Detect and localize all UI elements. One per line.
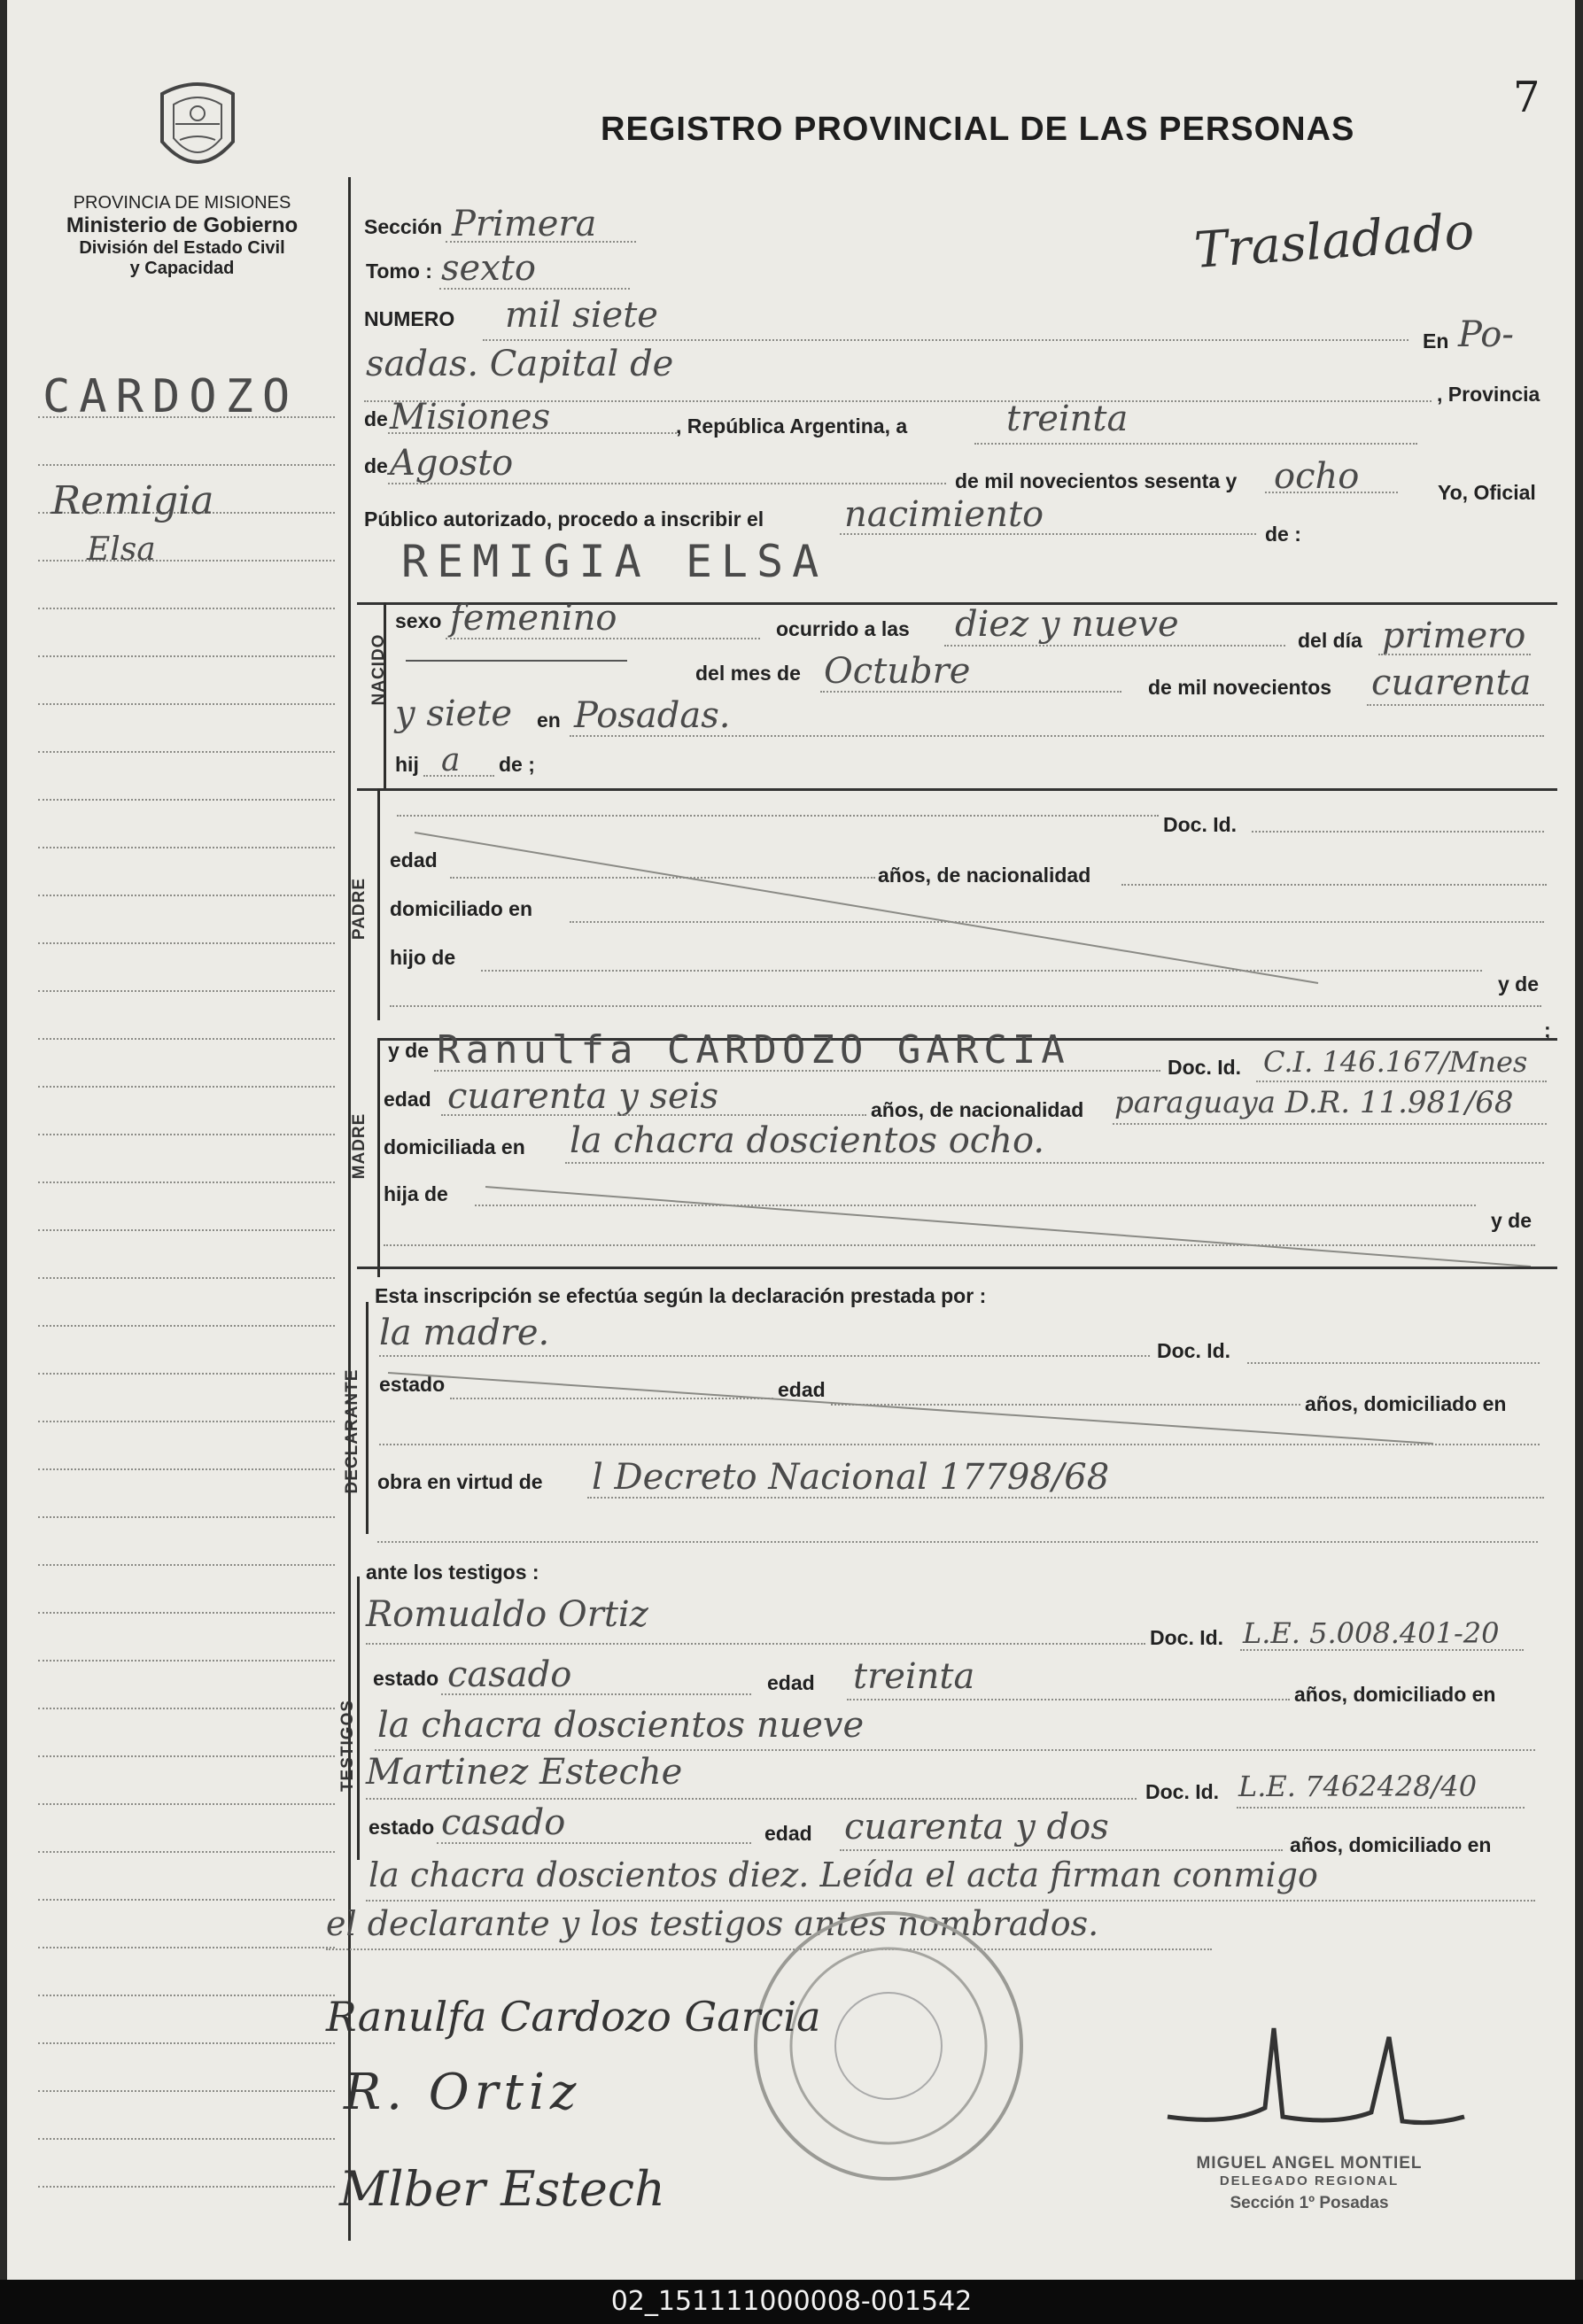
- archive-id-bar: 02_151111000008-001542: [0, 2280, 1583, 2324]
- oficial-label: Yo, Oficial: [1438, 481, 1536, 504]
- margin-rule-line: [38, 1421, 335, 1422]
- document-page: [7, 0, 1575, 2280]
- coat-of-arms-emblem: [140, 78, 255, 184]
- margin-rule-line: [38, 799, 335, 801]
- margin-rule-line: [38, 2042, 335, 2044]
- mes-value: Octubre: [824, 651, 971, 692]
- official-section: Sección 1º Posadas: [1230, 2194, 1389, 2212]
- de-label-2: de: [364, 454, 388, 477]
- margin-rule-line: [38, 847, 335, 848]
- page-number: 7: [1513, 73, 1540, 122]
- margin-rule-line: [38, 464, 335, 466]
- padre-y-de-label: y de: [1498, 972, 1540, 995]
- declarante-intro: Esta inscripción se efectúa según la declaración prestada por :: [375, 1284, 987, 1307]
- padre-strike-line: [397, 815, 1336, 992]
- sexo-label: sexo: [395, 609, 442, 632]
- official-stamp: [747, 1904, 1030, 2188]
- hij-value: a: [441, 742, 461, 779]
- closing-text: el declarante y los testigos antes nombrados.: [326, 1904, 1099, 1943]
- publico-label: Público autorizado, procedo a inscribir el: [364, 507, 764, 531]
- padre-domicilio-label: domiciliado en: [390, 897, 533, 920]
- declarante-edad-label: edad: [778, 1378, 826, 1401]
- child-name: REMIGIA ELSA: [401, 536, 828, 587]
- madre-edad-value: cuarenta y seis: [447, 1076, 719, 1117]
- margin-rule-line: [38, 1612, 335, 1614]
- madre-y-de-label: y de: [388, 1039, 430, 1062]
- official-name: MIGUEL ANGEL MONTIEL: [1196, 2154, 1423, 2173]
- signature-witness-2: Mlber Estech: [339, 2161, 665, 2217]
- declarante-doc-label: Doc. Id.: [1157, 1339, 1231, 1362]
- org-province: PROVINCIA DE MISIONES: [73, 193, 291, 213]
- margin-rule-line: [38, 942, 335, 944]
- margin-rule-line: [38, 1181, 335, 1183]
- testigo2-estado-label: estado: [369, 1816, 435, 1839]
- margin-rule-line: [38, 1708, 335, 1709]
- hij-de-label: de ;: [499, 753, 535, 776]
- margin-surname: CARDOZO: [43, 370, 299, 423]
- testigo1-doc-value: L.E. 5.008.401-20: [1243, 1616, 1500, 1650]
- provincia-label: , Provincia: [1437, 383, 1540, 406]
- margin-rule-line: [38, 1851, 335, 1853]
- madre-strike-line: [477, 1178, 1540, 1275]
- testigo2-doc-value: L.E. 7462428/40: [1238, 1770, 1478, 1803]
- testigo2-edad-value: cuarenta y dos: [844, 1807, 1109, 1848]
- declarante-domicilio-label: años, domiciliado en: [1305, 1392, 1507, 1415]
- year-label: de mil novecientos sesenta y: [955, 469, 1238, 492]
- margin-rule-line: [38, 1947, 335, 1948]
- testigo2-name: Martinez Esteche: [366, 1752, 683, 1793]
- madre-domicilio-value: la chacra doscientos ocho.: [570, 1120, 1045, 1161]
- padre-edad-label: edad: [390, 848, 438, 872]
- madre-y-de-end: y de: [1491, 1209, 1533, 1232]
- hour-value: diez y nueve: [955, 604, 1179, 645]
- anio-label: de mil novecientos: [1148, 676, 1332, 699]
- margin-rule-line: [38, 1229, 335, 1231]
- margin-rule-line: [38, 1325, 335, 1327]
- margin-rule-line: [38, 2186, 335, 2188]
- hij-label: hij: [395, 753, 419, 776]
- testigo1-edad-value: treinta: [853, 1656, 975, 1697]
- margin-rule-line: [38, 1086, 335, 1088]
- margin-rule-line: [38, 2090, 335, 2092]
- seccion-label: Sección: [364, 215, 443, 238]
- padre-nacionalidad-label: años, de nacionalidad: [878, 864, 1091, 887]
- signature-official: [1159, 2019, 1478, 2143]
- madre-doc-label: Doc. Id.: [1168, 1056, 1242, 1079]
- de-colon-label: de :: [1265, 523, 1301, 546]
- seccion-value: Primera: [452, 204, 597, 244]
- tomo-value: sexto: [441, 248, 536, 289]
- testigo1-estado-value: casado: [447, 1654, 572, 1695]
- official-title: DELEGADO REGIONAL: [1219, 2173, 1400, 2188]
- month-value: Agosto: [390, 443, 514, 484]
- section-label-nacido: NACIDO: [369, 633, 388, 706]
- margin-rule-line: [38, 1803, 335, 1805]
- testigo1-name: Romualdo Ortiz: [366, 1594, 648, 1635]
- margin-given-name-1: Remigia: [51, 478, 214, 523]
- testigo2-doc-label: Doc. Id.: [1145, 1780, 1220, 1803]
- numero-label: NUMERO: [364, 307, 455, 330]
- margin-rule-line: [38, 751, 335, 753]
- numero-value: mil siete: [505, 295, 658, 336]
- madre-domicilio-label: domiciliada en: [384, 1135, 525, 1158]
- declarante-value: la madre.: [379, 1313, 550, 1353]
- del-dia-label: del día: [1298, 629, 1362, 652]
- testigo1-domicilio-value: la chacra doscientos nueve: [377, 1705, 865, 1746]
- testigo1-doc-label: Doc. Id.: [1150, 1626, 1224, 1649]
- declarante-estado-label: estado: [379, 1373, 446, 1396]
- margin-rule-line: [38, 2138, 335, 2140]
- margin-rule-line: [38, 895, 335, 896]
- madre-doc-value: C.I. 146.167/Mnes: [1263, 1045, 1528, 1079]
- signature-mother: Ranulfa Cardozo Garcia: [326, 1993, 821, 2041]
- mes-label: del mes de: [695, 662, 801, 685]
- margin-rule-line: [38, 703, 335, 705]
- declarante-strike-line: [379, 1364, 1442, 1452]
- dia-value: primero: [1382, 616, 1526, 656]
- de-label-1: de: [364, 407, 388, 430]
- margin-note-trasladado: Trasladado: [1192, 203, 1477, 280]
- madre-hija-label: hija de: [384, 1182, 448, 1205]
- section-label-declarante: DECLARANTE: [343, 1368, 361, 1494]
- margin-rule-line: [38, 1038, 335, 1040]
- year-value: ocho: [1274, 456, 1360, 497]
- margin-rule-line: [38, 655, 335, 657]
- anio-value: cuarenta: [1371, 662, 1532, 703]
- en-value: Po-: [1458, 314, 1514, 355]
- madre-nacionalidad-label: años, de nacionalidad: [871, 1098, 1084, 1121]
- provincia-value: Misiones: [390, 397, 551, 438]
- org-ministry: Ministerio de Gobierno: [66, 213, 299, 237]
- madre-edad-label: edad: [384, 1088, 431, 1111]
- anio-value-2: y siete: [395, 693, 513, 734]
- en-label-nacido: en: [537, 709, 561, 732]
- place-line: sadas. Capital de: [366, 344, 674, 384]
- section-label-testigos: TESTIGOS: [338, 1699, 357, 1793]
- obra-label: obra en virtud de: [377, 1470, 543, 1493]
- margin-rule-line: [38, 608, 335, 609]
- issuing-authority: [25, 193, 339, 279]
- testigo1-estado-label: estado: [373, 1667, 439, 1690]
- ocurrido-label: ocurrido a las: [776, 617, 910, 640]
- lugar-value: Posadas.: [574, 695, 731, 736]
- margin-rule-line: [38, 560, 335, 562]
- section-label-madre: MADRE: [350, 1112, 369, 1180]
- margin-rule-line: [38, 1516, 335, 1518]
- section-label-padre: PADRE: [350, 877, 369, 941]
- margin-rule-line: [38, 1564, 335, 1566]
- margin-rule-line: [38, 1660, 335, 1662]
- margin-rule-line: [38, 990, 335, 992]
- testigo1-domicilio-label: años, domiciliado en: [1294, 1683, 1496, 1706]
- document-title: REGISTRO PROVINCIAL DE LAS PERSONAS: [601, 111, 1355, 148]
- testigos-intro: ante los testigos :: [366, 1561, 539, 1584]
- margin-rule-line: [38, 1468, 335, 1470]
- padre-doc-label: Doc. Id.: [1163, 813, 1238, 836]
- testigo2-estado-value: casado: [441, 1802, 566, 1843]
- madre-nacionalidad-value: paraguaya D.R. 11.981/68: [1114, 1085, 1514, 1120]
- margin-rule-line: [38, 1134, 335, 1135]
- margin-rule-line: [38, 1995, 335, 1996]
- padre-semicolon: ;: [1544, 1019, 1551, 1042]
- official-block: [1150, 2154, 1469, 2213]
- margin-rule-line: [38, 1373, 335, 1375]
- tomo-label: Tomo :: [366, 260, 432, 283]
- madre-name: Ranulfa CARDOZO GARCIA: [437, 1027, 1070, 1073]
- republica-label: , República Argentina, a: [676, 414, 908, 438]
- margin-rule-line: [38, 1277, 335, 1279]
- margin-rule-line: [38, 1755, 335, 1757]
- padre-hijo-label: hijo de: [390, 946, 456, 969]
- testigo1-edad-label: edad: [767, 1671, 815, 1694]
- testigo2-domicilio-label: años, domiciliado en: [1290, 1833, 1492, 1856]
- testigo2-edad-label: edad: [764, 1822, 812, 1845]
- day-value: treinta: [1006, 399, 1129, 439]
- margin-given-name-2: Elsa: [87, 531, 156, 568]
- signature-witness-1: R. Ortiz: [344, 2064, 582, 2121]
- act-value: nacimiento: [844, 494, 1044, 535]
- testigo2-domicilio-value: la chacra doscientos diez. Leída el acta firman conmigo: [369, 1855, 1318, 1894]
- org-division: División del Estado Civil: [79, 238, 285, 258]
- margin-rule-line: [38, 1899, 335, 1901]
- en-label: En: [1423, 329, 1449, 352]
- org-capacity: y Capacidad: [129, 259, 235, 278]
- obra-value: l Decreto Nacional 17798/68: [592, 1457, 1110, 1498]
- sexo-value: femenino: [450, 598, 617, 639]
